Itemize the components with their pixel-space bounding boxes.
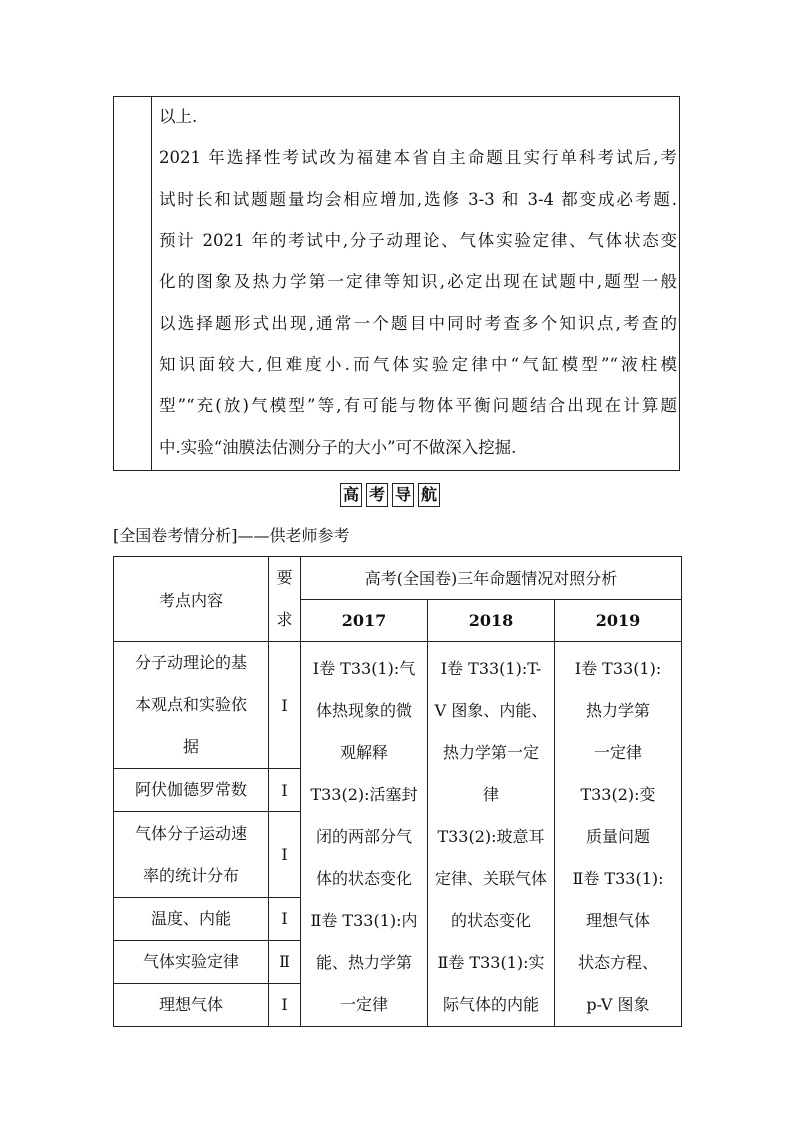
intro-line: 以上. [159, 107, 198, 126]
row-requirement: Ⅰ [269, 812, 301, 897]
row-content: 理想气体 [114, 983, 269, 1026]
row-content: 气体分子运动速 率的统计分布 [114, 812, 269, 897]
heading-char: 考 [366, 483, 388, 507]
header-span: 高考(全国卷)三年命题情况对照分析 [301, 557, 682, 600]
intro-line: 2021 年选择性考试改为福建本省自主命题且实行单科考试后,考 [159, 148, 677, 167]
row-content: 气体实验定律 [114, 940, 269, 983]
intro-box [113, 96, 680, 471]
subheading: [全国卷考情分析]——供老师参考 [113, 526, 350, 545]
intro-line: 试时长和试题题量均会相应增加,选修 3-3 和 3-4 都变成必考题. [159, 190, 677, 209]
cell-2018: Ⅰ卷 T33(1):T- V 图象、内能、 热力学第一定 律 T33(2):玻意耳 定律、关联气体 的状态变化 Ⅱ卷 T33(1):实 际气体的内能 [428, 642, 555, 1027]
year-2017: 2017 [301, 599, 428, 642]
heading-char: 导 [392, 483, 414, 507]
row-content: 阿伏伽德罗常数 [114, 769, 269, 812]
intro-box-left-cell [114, 97, 152, 470]
cell-2019: Ⅰ卷 T33(1): 热力学第 一定律 T33(2):变 质量问题 Ⅱ卷 T33(1): 理想气体 状态方程、 p-V 图象 [555, 642, 682, 1027]
intro-line: 化的图象及热力学第一定律等知识,必定出现在试题中,题型一般 [159, 272, 677, 291]
row-requirement: Ⅰ [269, 769, 301, 812]
intro-line: 型”“充(放)气模型”等,有可能与物体平衡问题结合出现在计算题 [159, 396, 677, 415]
intro-line: 以选择题形式出现,通常一个题目中同时考查多个知识点,考查的 [159, 314, 677, 333]
row-requirement: Ⅱ [269, 940, 301, 983]
year-2019: 2019 [555, 599, 682, 642]
heading-char: 高 [340, 483, 362, 507]
table-row [114, 642, 682, 769]
table-header-row [114, 557, 682, 600]
row-requirement: Ⅰ [269, 897, 301, 940]
intro-line: 知识面较大,但难度小.而气体实验定律中“气缸模型”“液柱模 [159, 355, 677, 374]
exam-analysis-table [113, 556, 682, 1027]
header-content: 考点内容 [114, 557, 269, 642]
cell-2017: Ⅰ卷 T33(1):气 体热现象的微 观解释 T33(2):活塞封 闭的两部分气 体的状态变化 Ⅱ卷 T33(1):内 能、热力学第 一定律 [301, 642, 428, 1027]
year-2018: 2018 [428, 599, 555, 642]
row-requirement: Ⅰ [269, 642, 301, 769]
heading-char: 航 [418, 483, 440, 507]
row-content: 温度、内能 [114, 897, 269, 940]
intro-line: 预计 2021 年的考试中,分子动理论、气体实验定律、气体状态变 [159, 231, 677, 250]
row-requirement: Ⅰ [269, 983, 301, 1026]
row-content: 分子动理论的基 本观点和实验依 据 [114, 642, 269, 769]
intro-line: 中.实验“油膜法估测分子的大小”可不做深入挖掘. [159, 438, 517, 457]
section-heading-boxed [340, 483, 440, 507]
header-requirement: 要 求 [269, 557, 301, 642]
